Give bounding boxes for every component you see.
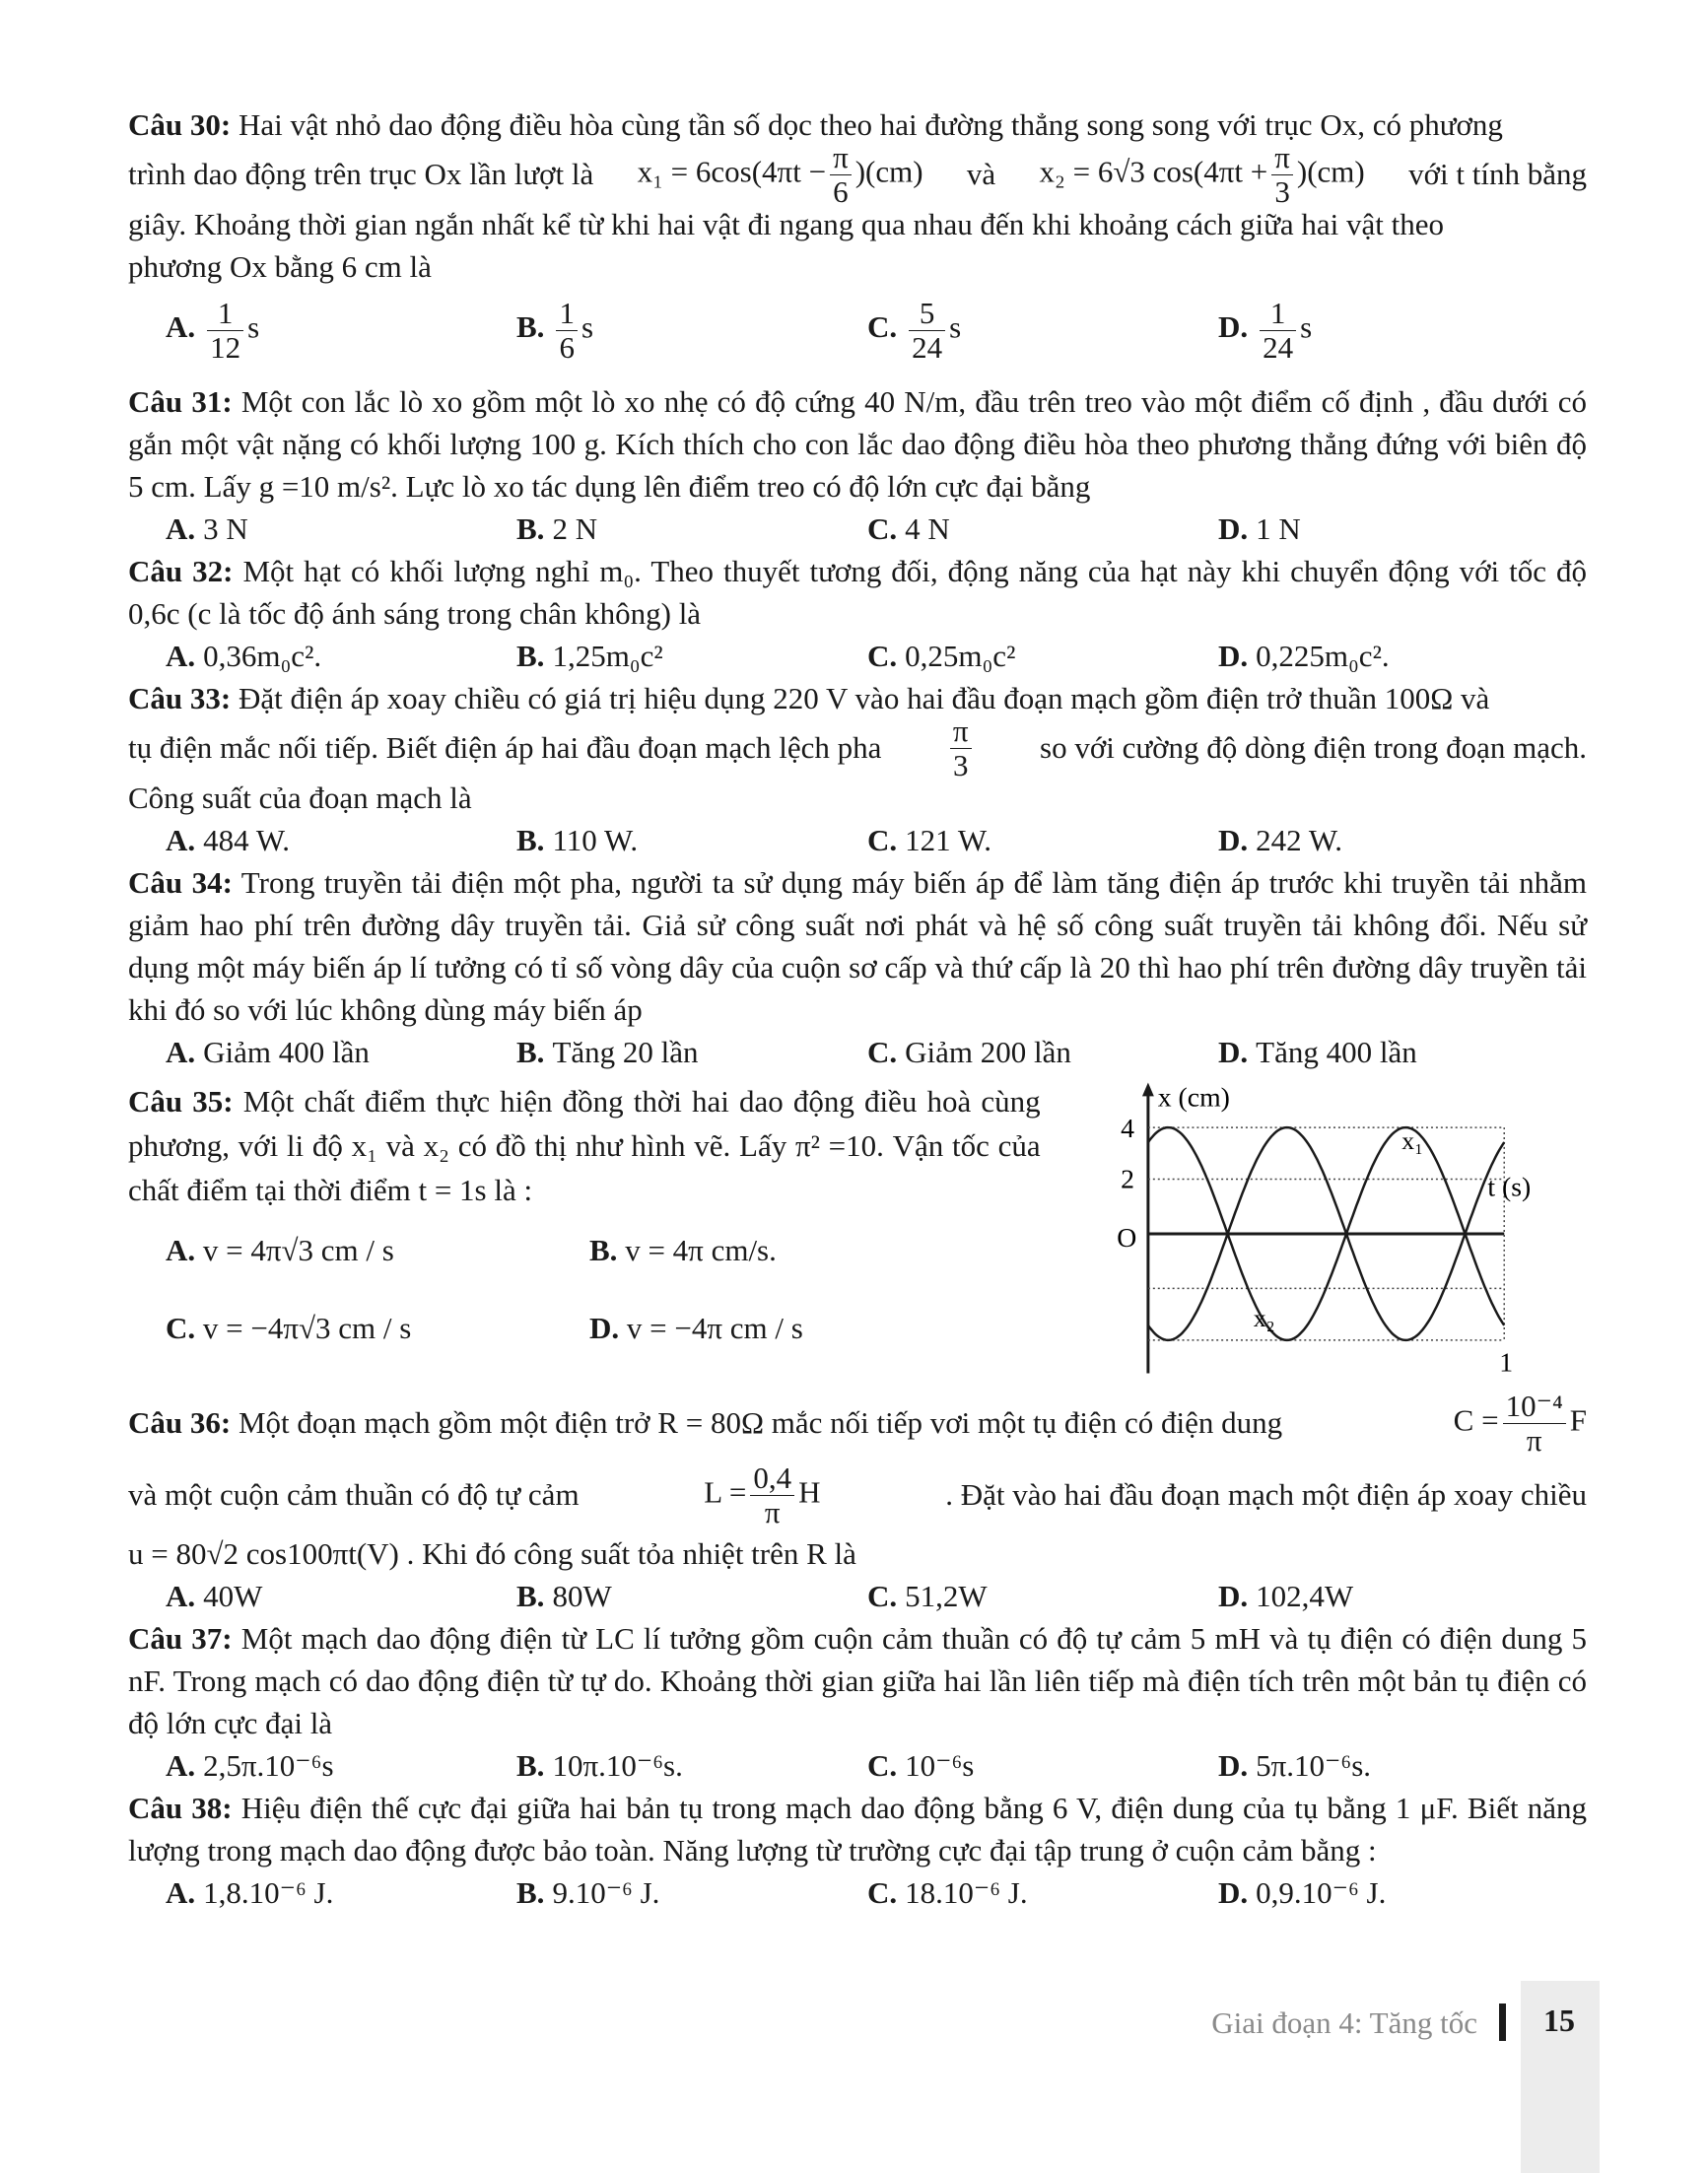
options-row [166,288,1587,373]
options-row [166,819,1587,861]
option-a[interactable]: A. 1,8.10⁻⁶ J. [166,1875,334,1910]
page-content [128,103,1587,1914]
section-title: Giai đoạn 4: Tăng tốc [1211,2004,1477,2040]
curve1-label: x₁ [1401,1125,1423,1155]
option-a[interactable]: A. Giảm 400 lần [166,1035,370,1069]
tick-1: 1 [1498,1346,1513,1378]
option-d[interactable]: D. Tăng 400 lần [1218,1035,1417,1069]
option-b[interactable]: B. v = 4π cm/s. [589,1232,777,1267]
voltage-formula: u = 80√2 cos100πt(V) [128,1536,399,1571]
option-c[interactable]: C. Giảm 200 lần [867,1035,1071,1069]
question-text: Một chất điểm thực hiện đồng thời hai dao động điều hoà cùng phương, với li độ x₁ và x₂ có đồ thị như hình vẽ. Lấy π² =10. Vận tốc của chất điểm tại thời điểm t = 1s là : [128,1084,1041,1207]
option-c[interactable]: C. v = −4π√3 cm / s [166,1310,412,1345]
question-text: giây. Khoảng thời gian ngắn nhất kể từ khi hai vật đi ngang qua nhau đến khi khoảng cách giữa hai vật theo [128,207,1444,241]
y-axis-arrow [1142,1083,1154,1097]
question-32 [128,550,1587,677]
option-b[interactable]: B. Tăng 20 lần [516,1035,699,1069]
option-c[interactable]: C. 0,25m₀c² [867,639,1016,673]
option-c[interactable]: C. 51,2W [867,1579,988,1613]
options-row [166,1031,1587,1073]
question-30 [128,103,1587,373]
options-row [166,1575,1587,1617]
option-b[interactable]: B. 110 W. [516,823,639,857]
option-d[interactable]: D. $\frac{1}{24}$ s [1218,295,1313,365]
oscillation-graph [1041,1079,1587,1385]
question-text: . Đặt vào hai đầu đoạn mạch một điện áp xoay chiều [945,1477,1587,1512]
option-b[interactable]: B. $\frac{1}{6}$ s [516,295,594,365]
question-number: Câu 36: [128,1405,232,1440]
question-number: Câu 30: [128,107,232,142]
question-36 [128,1389,1587,1617]
curve2-label: x₂ [1253,1304,1275,1333]
phase-fraction: $\frac{\pi}{3}$ [950,714,972,782]
option-a[interactable]: A. $\frac{1}{12}$ s [166,295,260,365]
question-text: Trong truyền tải điện một pha, người ta sử dụng máy biến áp để làm tăng điện áp trước khi truyền tải nhằm giảm hao phí trên đường dây truyền tải. Giả sử công suất nơi phát và hệ số công suất truyền tải không đổi. Nếu sử dụng một máy biến áp lí tưởng có tỉ số vòng dây của cuộn sơ cấp và thứ cấp là 20 thì hao phí trên đường dây truyền tải khi đó so với lúc không dùng máy biến áp [128,865,1587,1027]
question-text: với t tính bằng [1408,157,1587,191]
option-c[interactable]: C. 121 W. [867,823,991,857]
question-31 [128,380,1587,550]
footer [1211,1991,1506,2054]
option-d[interactable]: D. 242 W. [1218,823,1342,857]
capacitance-formula: C = $\frac{\text{10⁻⁴}}{\pi}$ F [1453,1388,1587,1458]
question-33 [128,677,1587,861]
option-d[interactable]: D. 1 N [1218,511,1301,546]
question-text: và một cuộn cảm thuần có độ tự cảm [128,1477,580,1512]
option-d[interactable]: D. 102,4W [1218,1579,1354,1613]
option-b[interactable]: B. 10π.10⁻⁶s. [516,1748,683,1783]
question-text: Công suất của đoạn mạch là [128,781,472,815]
question-text: Một mạch dao động điện từ LC lí tưởng gồm cuộn cảm thuần có độ tự cảm 5 mH và tụ điện có điện dung 5 nF. Trong mạch có dao động điện từ tự do. Khoảng thời gian giữa hai lần liên tiếp mà điện tích trên một bản tụ điện có độ lớn cực đại là [128,1621,1588,1740]
option-b[interactable]: B. 9.10⁻⁶ J. [516,1875,660,1910]
option-d[interactable]: D. 5π.10⁻⁶s. [1218,1748,1372,1783]
question-35 [128,1079,1587,1385]
question-text: Một con lắc lò xo gồm một lò xo nhẹ có độ cứng 40 N/m, đầu trên treo vào một điểm cố định , đầu dưới có gắn một vật nặng có khối lượng 100 g. Kích thích cho con lắc dao động điều hòa theo phương thẳng đứng với biên độ 5 cm. Lấy g =10 m/s². Lực lò xo tác dụng lên điểm treo có độ lớn cực đại bằng [128,384,1588,504]
inductance-formula: L = $\frac{0,4}{\pi}$ H [704,1460,821,1529]
option-d[interactable]: D. v = −4π cm / s [589,1310,803,1345]
question-text: Một hạt có khối lượng nghỉ m₀. Theo thuyết tương đối, động năng của hạt này khi chuyển động với tốc độ 0,6c (c là tốc độ ánh sáng trong chân không) là [128,554,1588,631]
equation-x2: x₂ = 6√3 cos(4πt + $\frac{\pi}{3}$ )(cm) [1039,139,1365,209]
connector-text: và [966,157,996,191]
question-text: Hiệu điện thế cực đại giữa hai bản tụ trong mạch dao động bằng 6 V, điện dung của tụ bằng 1 μF. Biết năng lượng trong mạch dao động được bảo toàn. Năng lượng từ trường cực đại tập trung ở cuộn cảm bằng : [128,1791,1588,1867]
option-a[interactable]: A. v = 4π√3 cm / s [166,1232,394,1267]
option-b[interactable]: B. 80W [516,1579,612,1613]
question-number: Câu 33: [128,681,232,715]
options-row [166,635,1587,677]
option-d[interactable]: D. 0,9.10⁻⁶ J. [1218,1875,1387,1910]
option-a[interactable]: A. 484 W. [166,823,290,857]
options-row [166,1744,1587,1787]
equation-x1: x₁ = 6cos(4πt − $\frac{\pi}{6}$ )(cm) [637,139,923,209]
options-row [166,1871,1587,1914]
question-number: Câu 34: [128,865,233,900]
tick-4: 4 [1120,1112,1134,1143]
option-c[interactable]: C. 18.10⁻⁶ J. [867,1875,1028,1910]
question-text: Hai vật nhỏ dao động điều hòa cùng tần số dọc theo hai đường thẳng song song với trục Ox, có phương [238,107,1503,142]
option-c[interactable]: C. $\frac{5}{24}$ s [867,295,962,365]
question-number: Câu 37: [128,1621,233,1656]
question-number: Câu 38: [128,1791,233,1825]
question-number: Câu 32: [128,554,234,588]
tick-2: 2 [1120,1163,1134,1194]
option-b[interactable]: B. 1,25m₀c² [516,639,663,673]
question-text: so với cường độ dòng điện trong đoạn mạch. [1040,730,1587,765]
option-a[interactable]: A. 40W [166,1579,263,1613]
y-axis-label: x (cm) [1157,1081,1230,1113]
page-number: 15 [1543,2003,1575,2038]
question-text: Một đoạn mạch gồm một điện trở R = 80Ω mắc nối tiếp vơi một tụ điện có điện dung [238,1405,1283,1440]
question-text: . Khi đó công suất tỏa nhiệt trên R là [406,1536,856,1571]
question-text: trình dao động trên trục Ox lần lượt là [128,157,594,191]
x-axis-label: t (s) [1487,1171,1531,1202]
question-38 [128,1787,1587,1914]
footer-divider [1499,2003,1506,2041]
option-b[interactable]: B. 2 N [516,511,598,546]
question-text: phương Ox bằng 6 cm là [128,249,432,284]
option-d[interactable]: D. 0,225m₀c². [1218,639,1390,673]
option-a[interactable]: A. 3 N [166,511,248,546]
question-text: tụ điện mắc nối tiếp. Biết điện áp hai đầu đoạn mạch lệch pha [128,730,882,765]
options-row [166,508,1587,550]
option-c[interactable]: C. 4 N [867,511,950,546]
question-number: Câu 31: [128,384,233,419]
question-34 [128,861,1587,1073]
option-c[interactable]: C. 10⁻⁶s [867,1748,975,1783]
question-37 [128,1617,1587,1787]
option-a[interactable]: A. 0,36m₀c². [166,639,322,673]
question-text: Đặt điện áp xoay chiều có giá trị hiệu dụng 220 V vào hai đầu đoạn mạch gồm điện trở thuần 100Ω và [238,681,1490,715]
question-number: Câu 35: [128,1084,234,1119]
origin-label: O [1116,1221,1136,1253]
option-a[interactable]: A. 2,5π.10⁻⁶s [166,1748,334,1783]
